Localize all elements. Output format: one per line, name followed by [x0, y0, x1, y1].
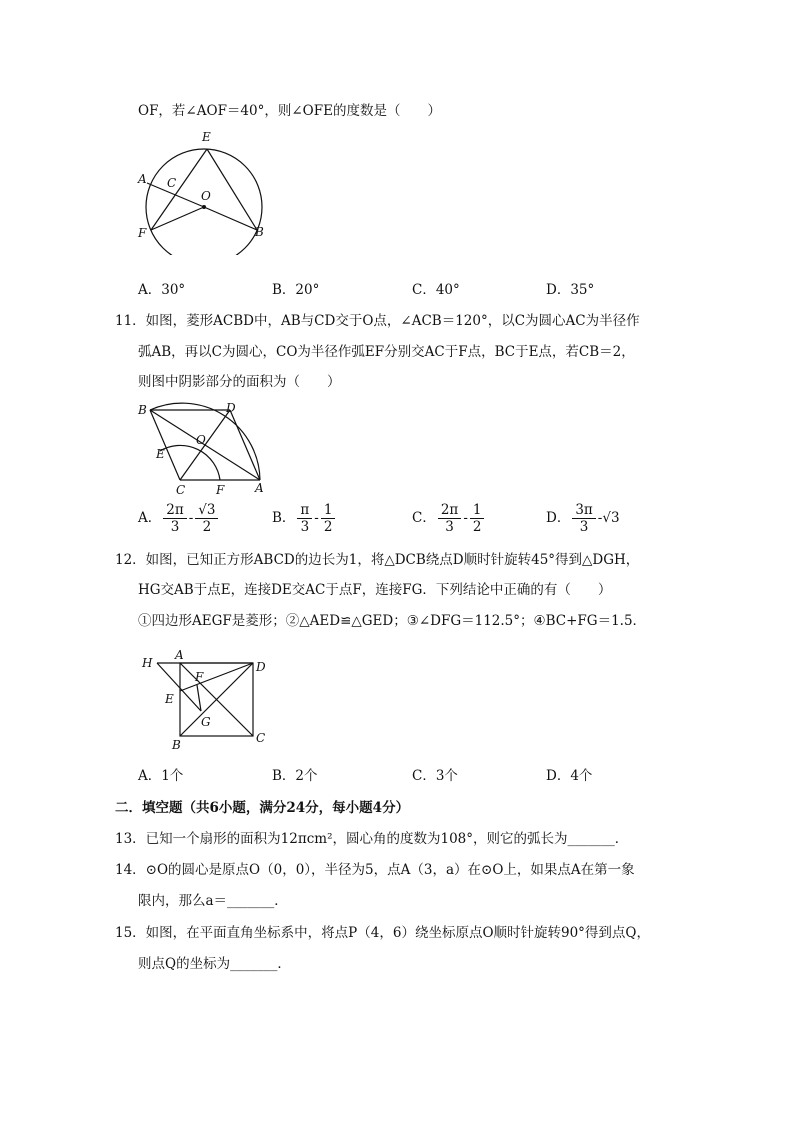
q12-figure [135, 645, 275, 755]
q12-label-c: C [256, 731, 266, 745]
q15-line2: 则点Q的坐标为_______． [138, 956, 291, 972]
section-heading: 二．填空题（共6小题，满分24分，每小题4分） [115, 800, 410, 816]
q10-label-o: O [201, 189, 211, 203]
q12-label-e: E [165, 692, 174, 706]
q11-option-a: A． $\frac{2\pi}{3}$ - $\frac{√3}{2}$ [138, 502, 220, 535]
q12-option-b: B．2个 [272, 768, 318, 784]
q11-label-a: A [255, 481, 264, 495]
q14-line1: 14．⊙O的圆心是原点O（0，0），半径为5，点A（3，a）在⊙O上，如果点A在第一象 [115, 862, 635, 878]
q11-line1: 11．如图，菱形ACBD中，AB与CD交于O点，∠ACB＝120°，以C为圆心AC为半径作 [115, 313, 640, 329]
q12-option-a: A．1个 [138, 768, 184, 784]
q11-option-c: C． $\frac{2\pi}{3}$ - $\frac{1}{2}$ [412, 502, 486, 535]
q12-line2: HG交AB于点E，连接DE交AC于点F，连接FG．下列结论中正确的有（ ） [138, 582, 612, 598]
q10-figure [130, 125, 280, 255]
q10-label-f: F [138, 226, 147, 240]
q15-line1: 15．如图，在平面直角坐标系中，将点P（4，6）绕坐标原点O顺时针旋转90°得到点Q， [115, 925, 651, 941]
q11-line2: 弧AB，再以C为圆心，CO为半径作弧EF分别交AC于F点，BC于E点，若CB＝2， [138, 344, 635, 360]
q11-label-b: B [138, 403, 147, 417]
q10-option-d: D．35° [546, 282, 595, 298]
q11-label-e: E [156, 447, 165, 461]
q11-label-f: F [216, 483, 225, 497]
q10-label-e: E [202, 130, 211, 144]
q10-option-b: B．20° [272, 282, 320, 298]
q12-line3: ①四边形AEGF是菱形；②△AED≌△GED；③∠DFG＝112.5°；④BC+FG＝1.5． [138, 613, 647, 629]
q11-line3: 则图中阴影部分的面积为（ ） [138, 374, 341, 390]
q12-option-d: D．4个 [546, 768, 593, 784]
q12-label-g: G [201, 715, 211, 729]
q11-figure [130, 398, 280, 498]
q12-label-b: B [172, 738, 181, 752]
q10-option-c: C．40° [412, 282, 460, 298]
q12-label-h: H [142, 656, 153, 670]
q12-line1: 12．如图，已知正方形ABCD的边长为1，将△DCB绕点D顺时针旋转45°得到△DGH， [115, 552, 640, 568]
q11-label-o: O [196, 433, 206, 447]
q11-label-d: D [226, 401, 236, 415]
q10-stem: OF，若∠AOF＝40°，则∠OFE的度数是（ ） [138, 103, 441, 119]
q14-line2: 限内，那么a＝_______． [138, 893, 288, 909]
q10-label-b: B [255, 225, 264, 239]
q12-label-a: A [175, 648, 184, 662]
q12-option-c: C．3个 [412, 768, 458, 784]
q11-option-b: B． $\frac{\pi}{3}$ - $\frac{1}{2}$ [272, 502, 337, 535]
q10-option-a: A．30° [138, 282, 186, 298]
q12-label-d: D [256, 660, 266, 674]
q10-label-c: C [167, 176, 177, 190]
q11-label-c: C [176, 483, 186, 497]
q10-label-a: A [138, 172, 147, 186]
q11-option-d: D． $\frac{3\pi}{3}$ -√3 [546, 502, 620, 535]
q12-label-f: F [195, 670, 204, 684]
q13-text: 13．已知一个扇形的面积为12πcm²，圆心角的度数为108°，则它的弧长为_______． [115, 831, 629, 847]
